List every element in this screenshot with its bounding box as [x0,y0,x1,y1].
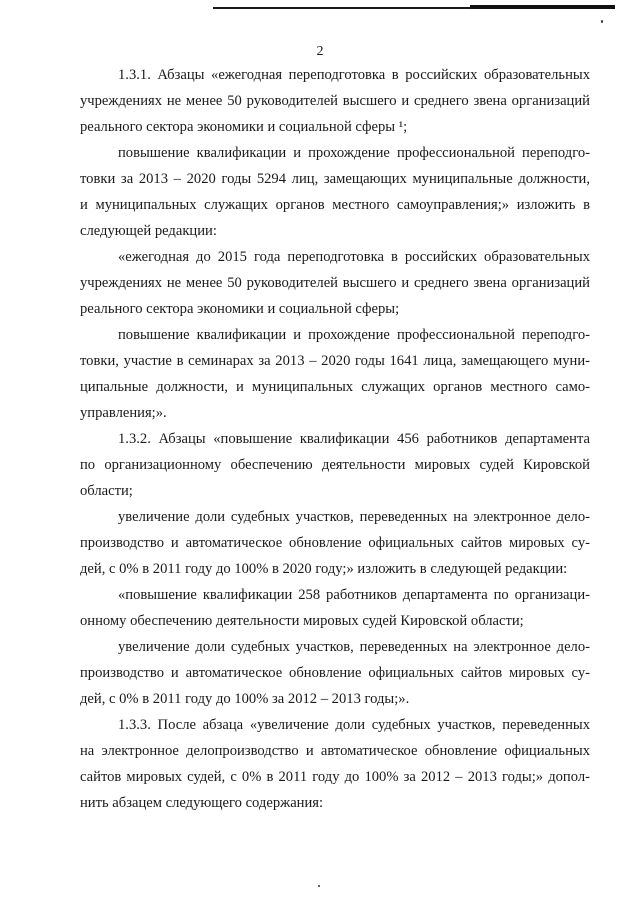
text-line: онному обеспечению деятельности мировых судей Кировской области; [80,613,524,629]
text-line: товки, участие в семинарах за 2013 – 2020 годы 1641 лица, замещающего муни- [80,353,590,369]
text-line: на электронное делопроизводство и автоматическое обновление официальных [80,743,590,759]
text-line: повышение квалификации и прохождение профессиональной переподго- [118,327,590,343]
text-line: сайтов мировых судей, с 0% в 2011 году до 100% за 2012 – 2013 годы;» допол- [80,769,590,785]
text-line: реального сектора экономики и социальной сферы; [80,301,400,317]
text-line: по организационному обеспечению деятельности мировых судей Кировской [80,457,590,473]
text-line: производство и автоматическое обновление официальных сайтов мировых су- [80,535,590,551]
text-line: реального сектора экономики и социальной сферы ¹; [80,119,408,135]
text-line: «ежегодная до 2015 года переподготовка в российских образовательных [118,249,590,265]
paragraph [80,322,590,426]
document-body [80,62,590,816]
text-line: учреждениях не менее 50 руководителей высшего и среднего звена организаций [80,275,590,291]
text-line: 1.3.2. Абзацы «повышение квалификации 456 работников департамента [118,431,590,447]
text-line: и муниципальных служащих органов местного самоуправления;» изложить в [80,197,590,213]
text-line: увеличение доли судебных участков, переведенных на электронное дело- [118,639,590,655]
text-line: повышение квалификации и прохождение профессиональной переподго- [118,145,590,161]
paragraph [80,582,590,634]
scan-speck [601,20,603,23]
paragraph [80,140,590,244]
paragraph [80,634,590,712]
text-line: учреждениях не менее 50 руководителей высшего и среднего звена организаций [80,93,590,109]
text-line: 1.3.1. Абзацы «ежегодная переподготовка в российских образовательных [118,67,590,83]
text-line: увеличение доли судебных участков, переведенных на электронное дело- [118,509,590,525]
text-line: дей, с 0% в 2011 году до 100% за 2012 – 2013 годы;». [80,691,410,707]
header-rule-thick [470,5,615,9]
text-line: ципальные должности, и муниципальных служащих органов местного само- [80,379,590,395]
text-line: «повышение квалификации 258 работников департамента по организаци- [118,587,590,603]
text-line: дей, с 0% в 2011 году до 100% в 2020 году;» изложить в следующей редакции: [80,561,568,577]
paragraph [80,712,590,816]
text-line: нить абзацем следующего содержания: [80,795,324,811]
paragraph [80,426,590,504]
page-number: 2 [316,44,324,59]
text-line: 1.3.3. После абзаца «увеличение доли судебных участков, переведенных [118,717,590,733]
scan-speck [318,885,320,887]
text-line: управления;». [80,405,167,421]
text-line: области; [80,483,133,499]
text-line: производство и автоматическое обновление официальных сайтов мировых су- [80,665,590,681]
text-line: следующей редакции: [80,223,217,239]
paragraph [80,62,590,140]
text-line: товки за 2013 – 2020 годы 5294 лиц, замещающих муниципальные должности, [80,171,590,187]
paragraph [80,244,590,322]
paragraph [80,504,590,582]
